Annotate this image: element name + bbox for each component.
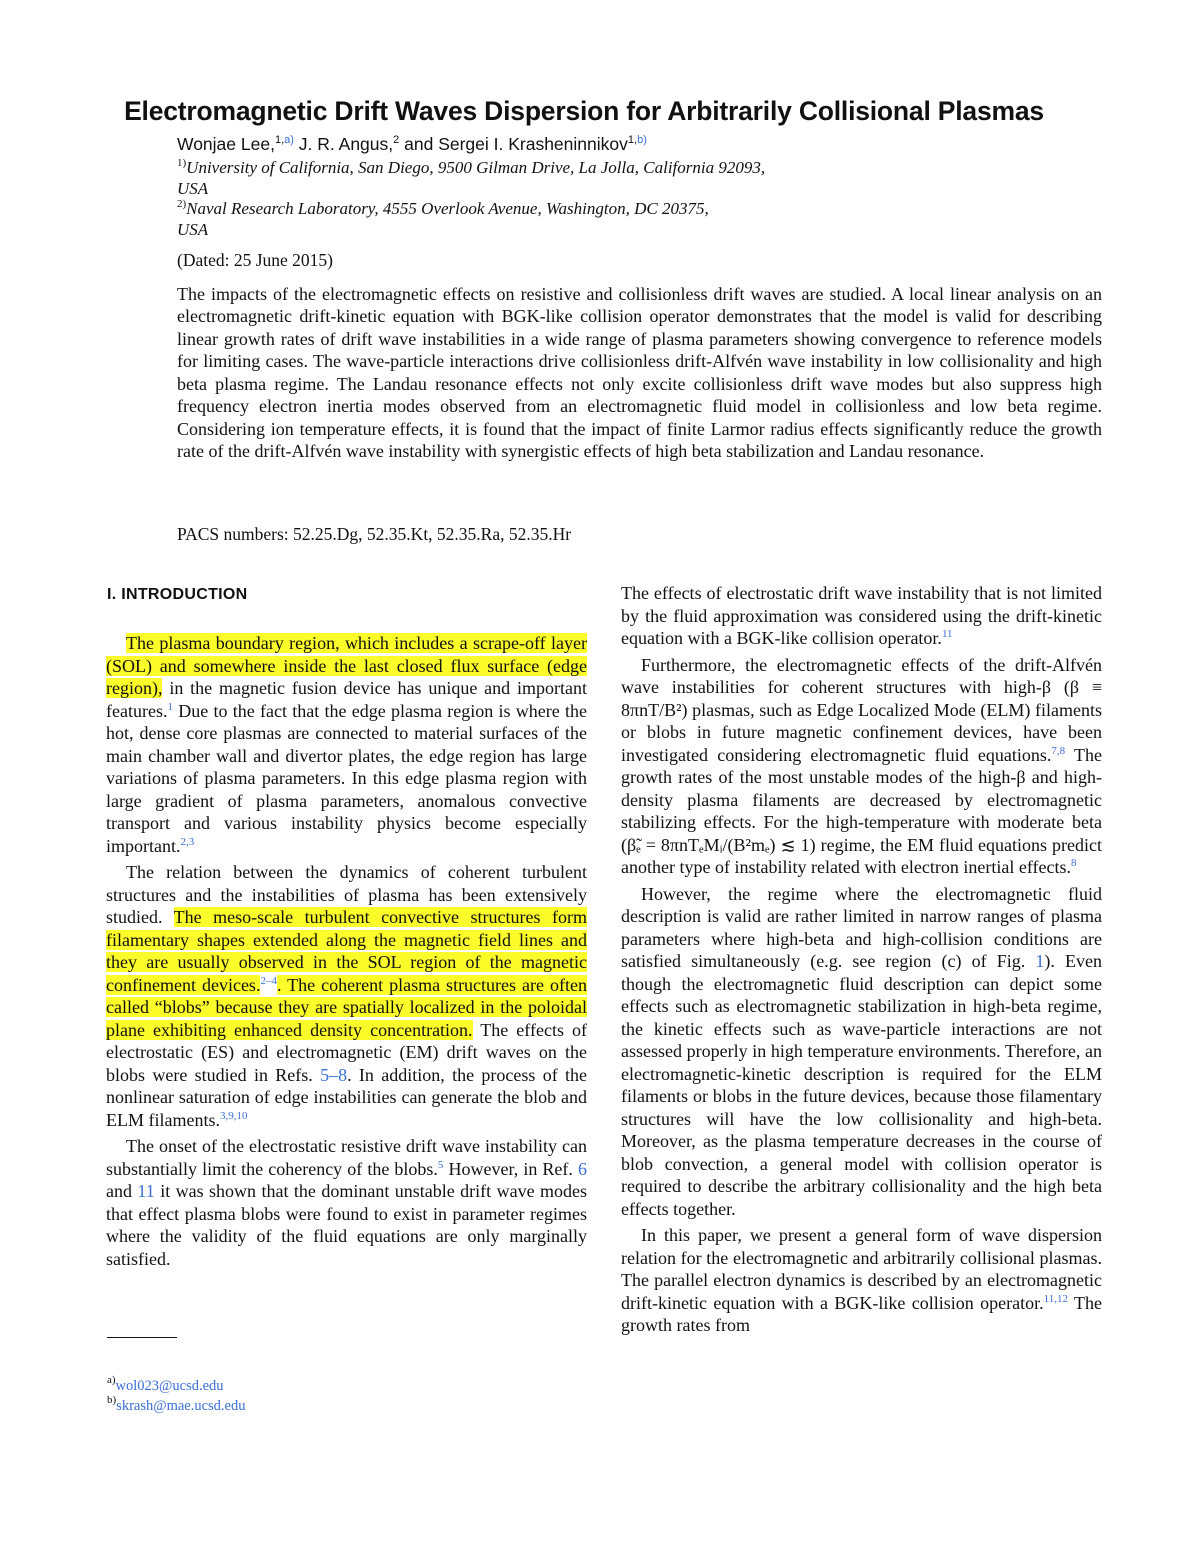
footnote-mark: a) — [107, 1374, 116, 1386]
citation-link[interactable]: 11,12 — [1043, 1292, 1068, 1305]
affiliation-2 — [177, 198, 709, 240]
intro-paragraph-1 — [106, 632, 587, 857]
citation-link[interactable]: 5–8 — [320, 1064, 348, 1085]
intro-paragraph-7 — [621, 1224, 1102, 1337]
intro-paragraph-6 — [621, 883, 1102, 1221]
citation-link[interactable]: 8 — [1071, 857, 1077, 869]
paragraph-text: in the magnetic fusion device has unique and important features. — [106, 678, 587, 721]
paragraph-text: However, in Ref. — [443, 1158, 578, 1179]
email-link[interactable]: wol023@ucsd.edu — [115, 1378, 224, 1394]
paragraph-text: The growth rates of the most unstable modes of the high-β and high-density plasma filaments are decreased by electromagnetic stabilizing effects. For the high-temperature with moderate beta (β̃ₑ = 8πnTₑMᵢ/(B²mₑ) ≲ 1) regime, the EM fluid equations predict another type of instability related with electron inertial effects. — [621, 744, 1102, 877]
affiliation-1-line2: USA — [177, 179, 209, 198]
affiliation-2-line1: Naval Research Laboratory, 4555 Overlook Avenue, Washington, DC 20375, — [186, 199, 709, 218]
right-column — [621, 582, 1102, 1341]
paragraph-text: The growth rates from — [621, 1292, 1102, 1335]
author-list — [177, 134, 647, 155]
paragraph-text: The effects of electrostatic drift wave instability that is not limited by the fluid approximation was considered using the drift-kinetic equation with a BGK-like collision operator. — [621, 583, 1102, 648]
paragraph-text: However, the regime where the electromagnetic fluid description is valid are rather limited in narrow ranges of plasma parameters where high-beta and high-collision conditions are satisfied simultaneously (e.g. see region (c) of Fig. — [621, 883, 1102, 971]
author-3-affil: 1, — [627, 134, 638, 146]
citation-link[interactable]: 1 — [167, 700, 173, 713]
highlighted-text: The meso-scale turbulent convective structures form filamentary shapes extended along the magnetic field lines and they are usually observed in the SOL region of the magnetic confinement devices. — [106, 907, 587, 995]
paper-title: Electromagnetic Drift Waves Dispersion for Arbitrarily Collisional Plasmas — [124, 96, 1044, 126]
author-2: J. R. Angus, — [293, 134, 394, 154]
pacs-numbers: PACS numbers: 52.25.Dg, 52.35.Kt, 52.35.Ra, 52.35.Hr — [177, 524, 572, 544]
paragraph-text: Furthermore, the electromagnetic effects of the drift-Alfvén wave instabilities for coherent structures with high-β (β ≡ 8πnT/B²) plasmas, such as Edge Localized Mode (ELM) filaments or blobs in future magnetic confinement devices, have been investigated considering electromagnetic fluid equations. — [621, 654, 1102, 765]
intro-paragraph-5 — [621, 654, 1102, 879]
author-3-footnote-link[interactable]: b) — [637, 134, 647, 146]
highlighted-text: The plasma boundary region, which includes a scrape-off layer (SOL) and somewhere inside the last closed flux surface (edge region), — [106, 633, 587, 698]
affiliation-2-line2: USA — [177, 220, 209, 239]
citation-link[interactable]: 7,8 — [1051, 744, 1066, 757]
email-link[interactable]: skrash@mae.ucsd.edu — [116, 1398, 246, 1414]
citation-link[interactable]: 11 — [941, 628, 953, 640]
paragraph-text: Due to the fact that the edge plasma region is where the hot, dense core plasmas are connected to material surfaces of the main chamber wall and divertor plates, the edge region has large variations of plasma parameters. In this edge plasma region with large gradient of plasma parameters, anomalous convective transport and various instability physics become especially important. — [106, 700, 587, 856]
paragraph-text: In this paper, we present a general form of wave dispersion relation for the electromagnetic and arbitrarily collisional plasmas. The parallel electron dynamics is described by an electromagnetic drift-kinetic equation with a BGK-like collision operator. — [621, 1225, 1102, 1313]
citation-link[interactable]: 2–4 — [260, 974, 277, 987]
figure-link[interactable]: 1 — [1035, 951, 1045, 971]
citation-link[interactable]: 5 — [437, 1158, 444, 1171]
citation-link[interactable]: 2,3 — [180, 835, 195, 848]
affiliation-1-line1: University of California, San Diego, 9500 Gilman Drive, La Jolla, California 92093, — [186, 158, 766, 177]
intro-paragraph-2 — [106, 861, 587, 1131]
author-1-footnote-link[interactable]: a) — [284, 134, 294, 146]
paragraph-text: . In addition, the process of the nonlinear saturation of edge instabilities can generate the blob and ELM filaments. — [106, 1064, 588, 1130]
affiliation-1 — [177, 157, 765, 199]
paragraph-text: ). Even though the electromagnetic fluid description can depict some effects such as electromagnetic stabilization in high-beta regime, the kinetic effects such as wave-particle interactions are not assessed properly in high temperature environments. Therefore, an electromagnetic-kinetic description is required for the ELM filaments or blobs in the future devices, because those filamentary structures will have the low collisionality and high-beta. Moreover, as the plasma temperature decreases in the course of blob convection, a general model with collision operator is required to describe the arbitrary collisionality and the high beta effects together. — [621, 951, 1102, 1219]
citation-link[interactable]: 3,9,10 — [219, 1109, 248, 1122]
highlighted-text: . The coherent plasma structures are often called “blobs” because they are spatially localized in the poloidal plane exhibiting enhanced density concentration. — [106, 974, 587, 1040]
paragraph-text: it was shown that the dominant unstable drift wave modes that effect plasma blobs were found to exist in parameter regimes where the validity of the fluid equations are only marginally satisfied. — [106, 1181, 587, 1269]
left-column — [106, 632, 587, 1274]
footnote-mark: b) — [107, 1394, 117, 1406]
citation-link[interactable]: 6 — [578, 1158, 587, 1179]
affiliation-1-num: 1) — [177, 157, 187, 169]
dated-line: (Dated: 25 June 2015) — [177, 250, 334, 270]
footnote-rule — [107, 1337, 177, 1338]
section-heading-introduction: I. INTRODUCTION — [107, 586, 248, 603]
affiliation-2-num: 2) — [177, 198, 187, 210]
citation-link[interactable]: 11 — [137, 1181, 155, 1201]
author-2-affil: 2 — [393, 134, 400, 146]
footnote-a — [107, 1374, 224, 1395]
author-3: and Sergei I. Krasheninnikov — [399, 134, 628, 154]
paragraph-text: The relation between the dynamics of coherent turbulent structures and the instabilities of plasma has been extensively studied. — [106, 862, 587, 927]
footnote-b — [107, 1394, 246, 1415]
paragraph-text: The onset of the electrostatic resistive drift wave instability can substantially limit the coherency of the blobs. — [106, 1136, 587, 1179]
intro-paragraph-3 — [106, 1135, 587, 1270]
paragraph-text: and — [106, 1181, 138, 1201]
author-1-affil: 1, — [274, 134, 285, 146]
author-1: Wonjae Lee, — [177, 134, 275, 154]
intro-paragraph-4 — [621, 582, 1102, 650]
abstract: The impacts of the electromagnetic effects on resistive and collisionless drift waves are studied. A local linear analysis on an electromagnetic drift-kinetic equation with BGK-like collision operator demonstrates that the model is valid for describing linear growth rates of drift wave instabilities in a wide range of plasma parameters showing convergence to reference models for limiting cases. The wave-particle interactions drive collisionless drift-Alfvén wave instability in low collisionality and high beta plasma regime. The Landau resonance effects not only excite collisionless drift wave modes but also suppress high frequency electron inertia modes observed from an electromagnetic fluid model in collisionless and low beta regime. Considering ion temperature effects, it is found that the impact of finite Larmor radius effects significantly reduce the growth rate of the drift-Alfvén wave instability with synergistic effects of high beta stabilization and Landau resonance. — [177, 284, 1102, 462]
paragraph-text: The effects of electrostatic (ES) and electromagnetic (EM) drift waves on the blobs were studied in Refs. — [106, 1019, 587, 1085]
